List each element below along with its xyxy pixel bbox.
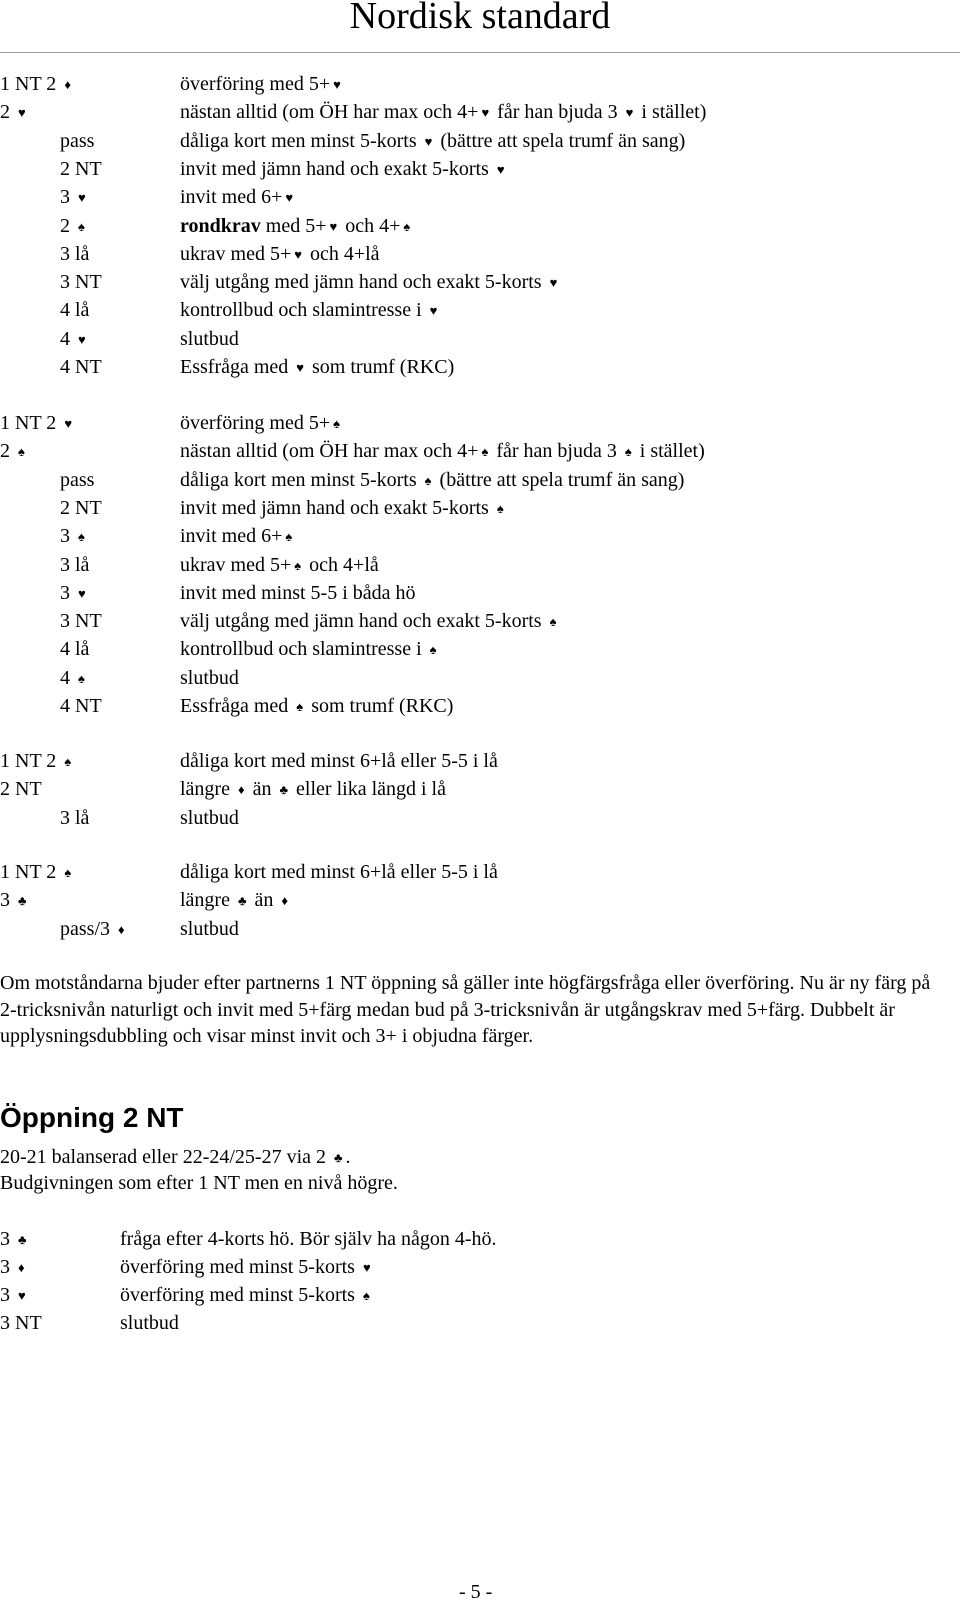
club-icon: ♣ (18, 1232, 27, 1247)
bid: 4 lå (60, 638, 90, 661)
bid: 4 lå (60, 299, 90, 322)
bid: 1 NT 2 ♠ (0, 861, 72, 883)
bid-row (0, 353, 960, 381)
heart-icon: ♥ (329, 218, 338, 234)
heart-icon: ♥ (625, 105, 634, 121)
bid: 1 NT 2 ♥ (0, 412, 73, 434)
spade-icon: ♠ (78, 670, 85, 686)
club-icon: ♣ (279, 782, 289, 798)
bid-row (0, 268, 960, 296)
heart-icon: ♥ (78, 190, 86, 206)
heart-icon: ♥ (18, 1288, 26, 1303)
spade-icon: ♠ (78, 529, 85, 545)
club-icon: ♣ (237, 893, 247, 909)
bid: 2 ♠ (60, 214, 85, 237)
spade-icon: ♠ (64, 754, 72, 769)
bid-description: kontrollbud och slamintresse i ♥ (180, 299, 438, 322)
bid: 3 ♣ (0, 889, 27, 912)
title-rule (0, 52, 960, 53)
bid-row (0, 212, 960, 240)
opening-2nt-line2: Budgivningen som efter 1 NT men en nivå högre. (0, 1172, 398, 1194)
bid: 3 ♥ (60, 186, 86, 209)
interference-paragraph: Om motståndarna bjuder efter partnerns 1 NT öppning så gäller inte högfärgsfråga eller överföring. Nu är ny färg på 2-tricksnivån naturligt och invit med 5+färg medan bud på 3-tricksnivån är utgångskrav med 5+färg. Dubbelt är upplysningsdubbling och visar minst invit och 3+ i objudna färger. (0, 972, 931, 1047)
bid: 2 ♠ (0, 440, 25, 463)
heart-icon: ♥ (496, 161, 505, 177)
bid-description: Essfråga med ♠ som trumf (RKC) (180, 695, 454, 717)
bid-description: slutbud (180, 806, 239, 829)
bid-row (0, 551, 960, 579)
bid-row (0, 437, 960, 465)
heart-icon: ♥ (285, 190, 294, 206)
bid: 3 lå (60, 553, 90, 576)
spade-icon: ♠ (78, 218, 85, 234)
bid-description: ukrav med 5+ ♠ och 4+lå (180, 553, 379, 576)
spade-icon: ♠ (294, 557, 302, 573)
bid-description: längre ♣ än ♦ (180, 889, 289, 912)
bid: 3 NT (0, 1312, 42, 1334)
diamond-icon: ♦ (237, 782, 245, 798)
diamond-icon: ♦ (18, 1260, 25, 1275)
bid-row (0, 522, 960, 550)
bid-description: invit med jämn hand och exakt 5-korts ♠ (180, 496, 504, 519)
spade-icon: ♠ (18, 444, 25, 460)
bid: pass/3 ♦ (60, 917, 125, 940)
bid-description-emphasis: rondkrav (180, 214, 261, 237)
opening-2nt-heading: Öppning 2 NT (0, 1102, 184, 1133)
spade-icon: ♠ (496, 500, 504, 516)
bid-description: välj utgång med jämn hand och exakt 5-korts ♠ (180, 610, 557, 633)
spade-icon: ♠ (429, 642, 437, 658)
bid-row (0, 155, 960, 183)
heart-icon: ♥ (18, 105, 26, 121)
heart-icon: ♥ (296, 360, 305, 375)
bid-row (0, 579, 960, 607)
club-icon: ♣ (18, 893, 27, 909)
heart-icon: ♥ (64, 416, 73, 431)
spade-icon: ♠ (403, 218, 411, 234)
bid-row (0, 1225, 960, 1253)
bid-description: slutbud (120, 1312, 179, 1334)
bid-row (0, 1281, 960, 1309)
bid-row (0, 1309, 960, 1337)
bid: 3 ♥ (60, 581, 86, 604)
heart-icon: ♥ (78, 331, 86, 347)
bid-description: invit med jämn hand och exakt 5-korts ♥ (180, 157, 505, 180)
bid-description: slutbud (180, 327, 239, 350)
bid: 4 ♠ (60, 666, 85, 689)
bid-description: fråga efter 4-korts hö. Bör själv ha någon 4-hö. (120, 1228, 497, 1250)
bid: 4 NT (60, 356, 102, 378)
bid-description: slutbud (180, 917, 239, 940)
spade-icon: ♠ (424, 472, 432, 488)
bid-row (0, 692, 960, 720)
bid-description: överföring med minst 5-korts ♠ (120, 1284, 370, 1306)
bid-description: dåliga kort med minst 6+lå eller 5-5 i lå (180, 861, 498, 883)
bid-description: dåliga kort men minst 5-korts ♥ (bättre att spela trumf än sang) (180, 129, 686, 152)
bid: pass (60, 129, 95, 152)
heart-icon: ♥ (294, 246, 302, 262)
club-icon: ♣ (334, 1150, 343, 1165)
bid: 2 NT (60, 157, 102, 180)
bid-row (0, 804, 960, 832)
bid: 2 NT (0, 778, 42, 801)
diamond-icon: ♦ (64, 77, 71, 92)
bid-description: kontrollbud och slamintresse i ♠ (180, 638, 437, 661)
bid-row (0, 635, 960, 663)
spade-icon: ♠ (333, 416, 341, 431)
bid: 3 ♠ (60, 525, 85, 548)
bid-description: invit med 6+ ♥ (180, 186, 294, 209)
spade-icon: ♠ (624, 444, 632, 460)
bid-row (0, 664, 960, 692)
heart-icon: ♥ (549, 275, 558, 291)
diamond-icon: ♦ (118, 921, 125, 937)
bid-description: nästan alltid (om ÖH har max och 4+ ♥ får han bjuda 3 ♥ i stället) (180, 101, 707, 124)
bid-row (0, 296, 960, 324)
spade-icon: ♠ (549, 614, 557, 630)
bid-row (0, 607, 960, 635)
bid-description: dåliga kort men minst 5-korts ♠ (bättre att spela trumf än sang) (180, 468, 685, 491)
bid-row (0, 466, 960, 494)
bid-description: invit med minst 5-5 i båda hö (180, 581, 416, 604)
bid-row (0, 858, 960, 886)
bid: 3 ♥ (0, 1284, 26, 1306)
bid-row (0, 183, 960, 211)
bid-description: överföring med minst 5-korts ♥ (120, 1256, 371, 1278)
heart-icon: ♥ (424, 133, 433, 149)
spade-icon: ♠ (481, 444, 489, 460)
bid-description: överföring med 5+ ♥ (180, 73, 341, 95)
bid-description: längre ♦ än ♣ eller lika längd i lå (180, 778, 446, 801)
bid-row (0, 325, 960, 353)
bid-row (0, 494, 960, 522)
bid-description: överföring med 5+ ♠ (180, 412, 341, 434)
bid-description: dåliga kort med minst 6+lå eller 5-5 i lå (180, 750, 498, 772)
heart-icon: ♥ (429, 303, 438, 319)
bid-description: slutbud (180, 666, 239, 689)
spade-icon: ♠ (362, 1288, 370, 1303)
spade-icon: ♠ (285, 529, 293, 545)
heart-icon: ♥ (78, 585, 86, 601)
bid-row (0, 886, 960, 914)
bid-row (0, 775, 960, 803)
bid: 3 lå (60, 242, 90, 265)
page-number: - 5 - (459, 1581, 493, 1603)
bid-description: nästan alltid (om ÖH har max och 4+ ♠ får han bjuda 3 ♠ i stället) (180, 440, 705, 463)
diamond-icon: ♦ (281, 893, 289, 909)
bid-row (0, 747, 960, 775)
bid: 3 lå (60, 806, 90, 829)
heart-icon: ♥ (333, 77, 341, 92)
bid: 4 NT (60, 695, 102, 717)
opening-2nt-line1: 20-21 balanserad eller 22-24/25-27 via 2 ♣ . (0, 1146, 351, 1168)
page-title: Nordisk standard (349, 0, 611, 37)
bid-description: rondkrav med 5+ ♥ och 4+ ♠ (180, 214, 411, 237)
bid: 2 NT (60, 496, 102, 519)
bid-row (0, 915, 960, 943)
bid: 1 NT 2 ♠ (0, 750, 72, 772)
bid-row (0, 1253, 960, 1281)
heart-icon: ♥ (362, 1260, 371, 1275)
bid: 4 ♥ (60, 327, 86, 350)
bid-description: ukrav med 5+ ♥ och 4+lå (180, 242, 380, 265)
bid-description: välj utgång med jämn hand och exakt 5-korts ♥ (180, 271, 558, 294)
bid: 3 NT (60, 610, 102, 633)
bid-row (0, 127, 960, 155)
bid: 3 ♣ (0, 1228, 27, 1250)
spade-icon: ♠ (64, 865, 72, 880)
bid: 3 ♦ (0, 1256, 25, 1278)
bid-row (0, 409, 960, 437)
bid-row (0, 240, 960, 268)
bid-row (0, 98, 960, 126)
bid: 1 NT 2 ♦ (0, 73, 71, 95)
heart-icon: ♥ (481, 105, 490, 121)
bid-description: Essfråga med ♥ som trumf (RKC) (180, 356, 455, 378)
bid-description: invit med 6+ ♠ (180, 525, 293, 548)
spade-icon: ♠ (296, 699, 304, 714)
bid: pass (60, 468, 95, 491)
bid: 2 ♥ (0, 101, 26, 124)
bid: 3 NT (60, 271, 102, 294)
bid-row (0, 70, 960, 98)
